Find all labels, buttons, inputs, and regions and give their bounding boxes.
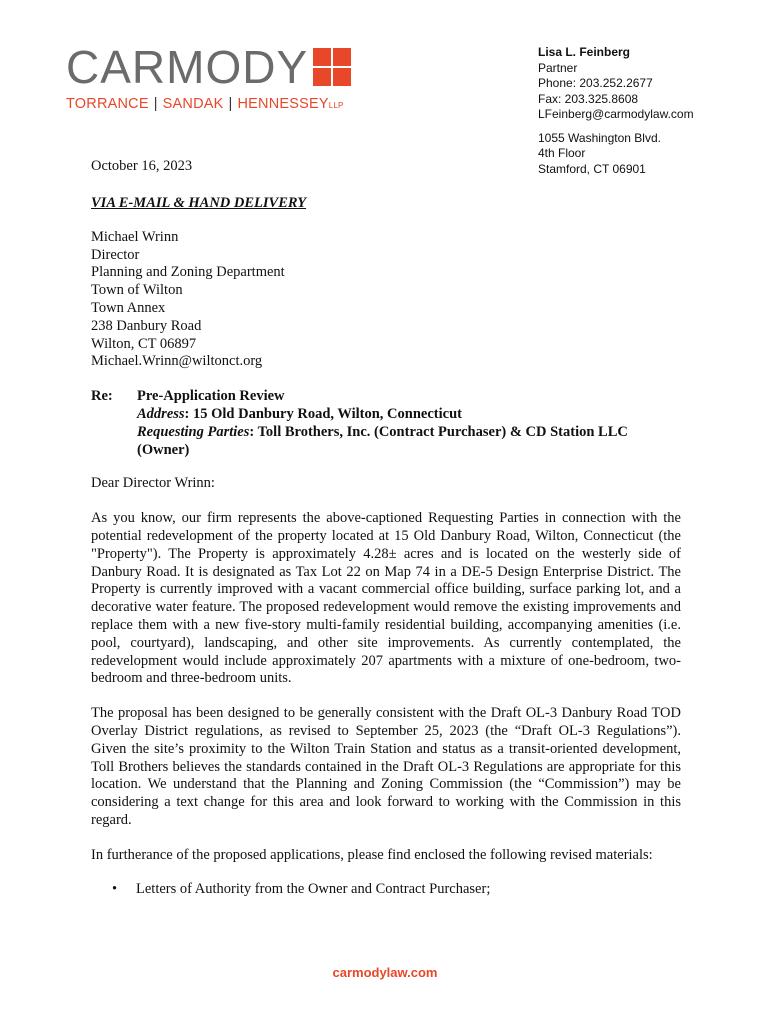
recipient-line: Planning and Zoning Department	[91, 264, 285, 281]
re-address-value: : 15 Old Danbury Road, Wilton, Connecticut	[184, 405, 462, 422]
sender-address	[538, 131, 694, 178]
letter-body	[91, 195, 681, 898]
recipient-line: Michael Wrinn	[91, 228, 179, 245]
footer-website: carmodylaw.com	[332, 965, 438, 980]
recipient-line: Town of Wilton	[91, 282, 183, 299]
recipient-block	[91, 229, 681, 371]
sender-email: LFeinberg@carmodylaw.com	[538, 107, 694, 121]
logo-partners	[66, 96, 344, 112]
recipient-line: Director	[91, 246, 140, 263]
recipient-line: Wilton, CT 06897	[91, 335, 197, 352]
paragraph: In furtherance of the proposed applications, please find enclosed the following revised materials:	[91, 846, 653, 863]
sender-address-line: 4th Floor	[538, 146, 586, 160]
recipient-line: 238 Danbury Road	[91, 317, 202, 334]
salutation: Dear Director Wrinn:	[91, 475, 215, 492]
re-address-label: Address	[137, 405, 185, 422]
logo-partner-3: HENNESSEY	[237, 96, 329, 112]
sender-name: Lisa L. Feinberg	[538, 45, 631, 59]
re-block	[91, 388, 681, 459]
enclosure-list	[91, 881, 681, 899]
sender-fax: Fax: 203.325.8608	[538, 91, 639, 106]
logo-suffix: LLP	[328, 101, 344, 110]
logo-separator: |	[153, 96, 158, 112]
logo-wordmark: CARMODY	[66, 41, 309, 93]
paragraph: The proposal has been designed to be generally consistent with the Draft OL-3 Danbury Road TOD Overlay District regulations, as revised to September 25, 2023 (the “Draft OL-3 Regulations”). Given the site’s proximity to the Wilton Train Station and status as a transit-oriented development, Toll Brothers believes the standards contained in the Draft OL-3 Regulations are appropriate for this location. We understand that the Planning and Zoning Commission (the “Commission”) may be considering a text change for this area and look forward to working with the Commission in this regard.	[91, 705, 681, 828]
re-label: Re:	[91, 388, 113, 405]
sender-phone: Phone: 203.252.2677	[538, 76, 653, 90]
re-parties	[137, 424, 681, 460]
firm-logo	[66, 41, 366, 114]
re-parties-value: : Toll Brothers, Inc. (Contract Purchaser) & CD Station LLC (Owner)	[137, 423, 628, 458]
logo-partner-2: SANDAK	[162, 96, 224, 112]
sender-title: Partner	[538, 60, 578, 75]
delivery-method: VIA E-MAIL & HAND DELIVERY	[91, 195, 307, 211]
re-details	[137, 388, 681, 459]
sender-block	[538, 45, 694, 177]
logo-squares-icon	[313, 48, 351, 86]
recipient-line: Town Annex	[91, 299, 166, 316]
sender-address-line: Stamford, CT 06901	[538, 161, 646, 176]
re-address	[137, 406, 681, 424]
list-item: • Letters of Authority from the Owner and Contract Purchaser;	[136, 881, 681, 899]
paragraph: As you know, our firm represents the above-captioned Requesting Parties in connection with the potential redevelopment of the property located at 15 Old Danbury Road, Wilton, Connecticut (the "Property"). The Property is approximately 4.28± acres and is located on the westerly side of Danbury Road. It is designated as Tax Lot 22 on Map 74 in a DE-5 Design Enterprise District. The Property is currently improved with a vacant commercial office building, surface parking lot, and a decorative water feature. The proposed redevelopment would remove the existing improvements and replace them with a new five-story multi-family residential building, accompanying amenities (i.e. pool, courtyard), landscaping, and other site improvements. As currently contemplated, the redevelopment would include approximately 207 apartments with a mixture of one-bedroom, two-bedroom and three-bedroom units.	[91, 510, 681, 687]
re-parties-label: Requesting Parties	[137, 423, 250, 440]
re-subject: Pre-Application Review	[137, 388, 285, 405]
logo-separator: |	[228, 96, 233, 112]
sender-address-line: 1055 Washington Blvd.	[538, 130, 661, 145]
logo-partner-1: TORRANCE	[66, 96, 149, 112]
letter-date: October 16, 2023	[91, 158, 193, 174]
recipient-email: Michael.Wrinn@wiltonct.org	[91, 353, 263, 370]
